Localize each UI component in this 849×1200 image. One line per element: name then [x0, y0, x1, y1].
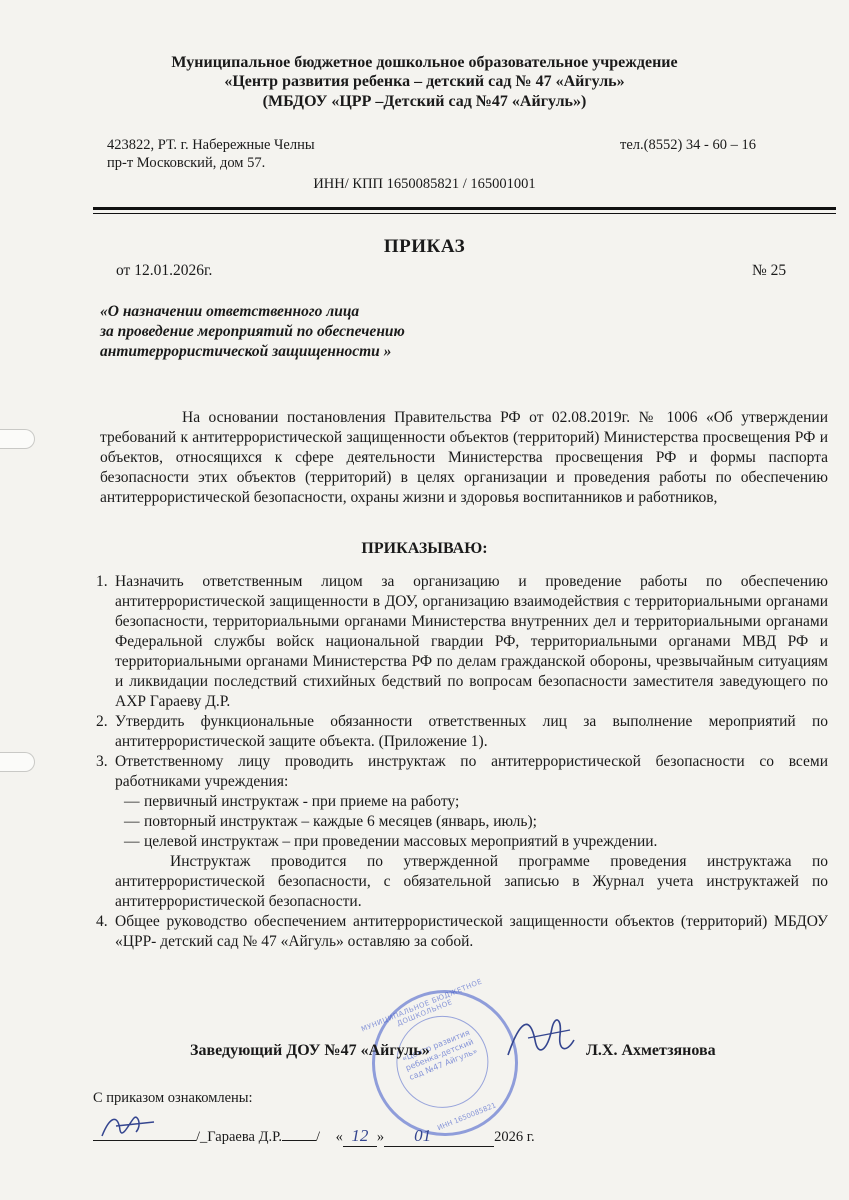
punch-hole-top [0, 429, 35, 449]
ack-label: С приказом ознакомлены: [93, 1090, 253, 1106]
briefing-target: — целевой инструктаж – при проведении массовых мероприятий в учреждении. [124, 832, 828, 852]
briefing-list [115, 792, 828, 852]
stamp-inn-text: ИНН 1650085821 [436, 1101, 498, 1133]
briefing-primary: — первичный инструктаж - при приеме на работу; [124, 792, 828, 812]
director-signature [500, 1010, 580, 1070]
signatory-position: Заведующий ДОУ №47 «Айгуль» [190, 1042, 430, 1059]
ack-day: 12 [343, 1126, 377, 1147]
document-number: № 25 [752, 262, 787, 279]
org-name-short: (МБДОУ «ЦРР –Детский сад №47 «Айгуль») [262, 93, 587, 110]
briefing-repeat: — повторный инструктаж – каждые 6 месяцев (январь, июль); [124, 812, 828, 832]
document-date: от 12.01.2026г. [116, 262, 213, 279]
briefing-note: Инструктаж проводится по утвержденной программе проведения инструктажа по антитеррористической безопасности, с обязательной записью в Журнал учета инструктажей по антитеррористической безопасности. [115, 853, 828, 910]
subject-line2: за проведение мероприятий по обеспечению [100, 323, 405, 340]
item-number: 2. [96, 713, 108, 730]
item-text: Ответственному лицу проводить инструктаж по антитеррористической безопасности со всеми работниками учреждения: [115, 753, 828, 790]
subject-line1: «О назначении ответственного лица [100, 303, 360, 320]
stamp-ring-text: МУНИЦИПАЛЬНОЕ БЮДЖЕТНОЕ ДОШКОЛЬНОЕ [360, 977, 484, 1034]
item-number: 1. [96, 573, 108, 590]
ack-quote-open: « [335, 1129, 343, 1145]
ack-separator: / [315, 1129, 320, 1145]
preamble-text: На основании постановления Правительства РФ от 02.08.2019г. № 1006 «Об утверждении требований к антитеррористической защищенности объектов (территорий) Министерства просвещения РФ и объектов, относящихся к сфере деятельности Министерства просвещения РФ и формы паспорта безопасности этих объектов (территорий) в целях организации и проведения работы по обеспечению антитеррористической безопасности, охраны жизни и здоровья воспитанников и работников, [100, 409, 828, 506]
item-number: 4. [96, 913, 108, 930]
phone: тел.(8552) 34 - 60 – 16 [620, 137, 756, 153]
subject-line3: антитеррористической защищенности » [100, 343, 392, 360]
item-number: 3. [96, 753, 108, 770]
org-name-line1: Муниципальное бюджетное дошкольное образовательное учреждение [171, 54, 678, 71]
ack-month: 01 [384, 1126, 494, 1147]
address-line2: пр-т Московский, дом 57. [107, 155, 266, 171]
order-item-3 [78, 752, 828, 912]
subject-block [100, 302, 405, 362]
order-heading: ПРИКАЗЫВАЮ: [361, 540, 488, 557]
signatory-name: Л.Х. Ахметзянова [586, 1042, 716, 1059]
org-name-line2: «Центр развития ребенка – детский сад № 47 «Айгуль» [224, 73, 625, 90]
order-item-1 [78, 572, 828, 712]
header-rule [93, 207, 836, 210]
ack-quote-close: » [376, 1129, 385, 1145]
address-line1: 423822, РТ. г. Набережные Челны [107, 137, 315, 153]
stamp-center-text: «Центр развития ребенка-детский сад №47 Айгуль» [400, 1027, 479, 1083]
ack-employee-name: /_Гараева Д.Р. [196, 1129, 282, 1145]
order-item-4 [78, 912, 828, 952]
order-item-2 [78, 712, 828, 752]
item-text: Утвердить функциональные обязанности ответственных лиц за выполнение мероприятий по антитеррористической защите объекта. (Приложение 1). [115, 713, 828, 750]
order-items [78, 572, 828, 952]
ack-year: 2026 г. [494, 1129, 535, 1145]
header-rule-thin [93, 213, 836, 214]
punch-hole-bottom [0, 752, 35, 772]
item-text: Общее руководство обеспечением антитеррористической защищенности объектов (территорий) МБДОУ «ЦРР- детский сад № 47 «Айгуль» оставляю за собой. [115, 913, 828, 950]
document-title: ПРИКАЗ [383, 236, 466, 257]
ack-row [93, 1126, 535, 1147]
preamble [100, 408, 828, 508]
inn-kpp: ИНН/ КПП 1650085821 / 165001001 [313, 176, 536, 192]
item-text: Назначить ответственным лицом за организацию и проведение работы по обеспечению антитеррористической защищенности в ДОУ, организацию взаимодействия с территориальными органами безопасности, территориальными органами Министерства внутренних дел и территориальными органами Федеральной службы войск национальной гвардии РФ, территориальными органами МВД РФ и территориальными органами Министерства РФ по делам гражданской обороны, чрезвычайным ситуациям и ликвидации последствий стихийных бедствий по вопросам безопасности заместителя заведующего по АХР Гараеву Д.Р. [115, 573, 828, 710]
